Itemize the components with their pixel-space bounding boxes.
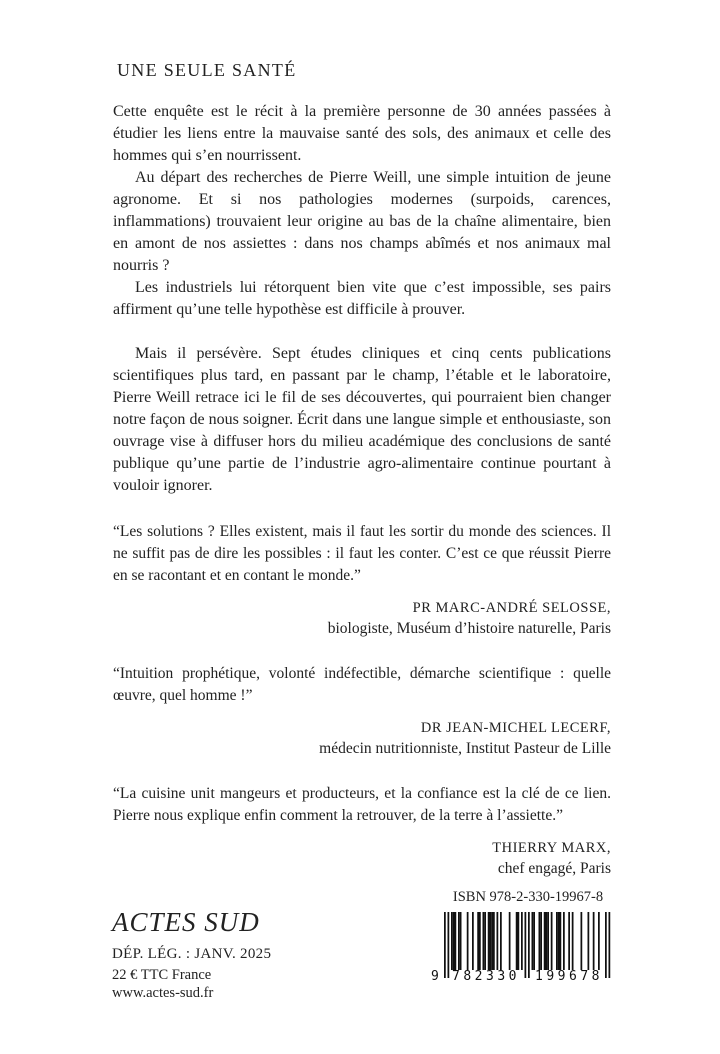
publisher-website: www.actes-sud.fr — [112, 985, 214, 1001]
endorsement-author-role: chef engagé, Paris — [497, 860, 611, 877]
synopsis-paragraph: Mais il persévère. Sept études cliniques et cinq cents publications scientifiques plus tard, en passant par le champ, l’étable et le laboratoire, Pierre Weill retrace ici le fil de ses découvertes, qui pourraient bien changer notre façon de nous soigner. Écrit dans une langue simple et enthousiaste, son ouvrage vise à diffuser hors du milieu académique des conclusions de santé publique qu’une partie de l’industrie agro-alimentaire continue pourtant à vouloir ignorer. — [113, 345, 611, 494]
price: 22 € TTC France — [112, 967, 212, 983]
ean13-barcode — [431, 912, 612, 986]
publisher-logo: ACTES SUD — [112, 907, 260, 937]
legal-deposit: DÉP. LÉG. : JANV. 2025 — [112, 946, 272, 962]
synopsis-paragraph: Les industriels lui rétorquent bien vite que c’est impossible, ses pairs affirment qu’une telle hypothèse est difficile à prouver. — [113, 279, 611, 318]
endorsement-quote: “La cuisine unit mangeurs et producteurs, et la confiance est la clé de ce lien. Pierre nous explique enfin comment la retrouver, de la terre à l’assiette.” — [113, 785, 611, 824]
endorsement-author-role: biologiste, Muséum d’histoire naturelle, Paris — [327, 620, 611, 637]
endorsement-block — [113, 521, 611, 639]
endorsement-block — [113, 783, 611, 879]
endorsement-author: DR JEAN-MICHEL LECERF, — [420, 720, 611, 736]
endorsement-block — [113, 663, 611, 759]
endorsement-author: PR MARC-ANDRÉ SELOSSE, — [412, 600, 611, 616]
ean-first-digit: 9 — [431, 969, 439, 984]
publisher-block — [112, 908, 271, 1002]
synopsis-paragraph: Cette enquête est le récit à la première personne de 30 années passées à étudier les liens entre la mauvaise santé des sols, des animaux et celle des hommes qui s’en nourrissent. — [113, 103, 611, 164]
endorsement-author-role: médecin nutritionniste, Institut Pasteur de Lille — [319, 740, 611, 757]
synopsis-paragraph: Au départ des recherches de Pierre Weill, une simple intuition de jeune agronome. Et si nos pathologies modernes (surpoids, carences, inflammations) trouvaient leur origine au bas de la chaîne alimentaire, bien en amont de nos assiettes : dans nos champs abîmés et nos animaux mal nourris ? — [113, 169, 611, 274]
ean-right-digits: 199678 — [535, 969, 603, 984]
isbn-label: ISBN 978-2-330-19967-8 — [452, 889, 604, 905]
endorsement-author: THIERRY MARX, — [492, 840, 611, 856]
isbn-barcode-block — [432, 889, 614, 986]
endorsement-quote: “Les solutions ? Elles existent, mais il faut les sortir du monde des sciences. Il ne suffit pas de dire les possibles : il faut les conter. C’est ce que réussit Pierre en se racontant et en contant le monde.” — [113, 523, 611, 584]
endorsement-quote: “Intuition prophétique, volonté indéfectible, démarche scientifique : quelle œuvre, quel homme !” — [113, 665, 611, 704]
ean-left-digits: 782330 — [452, 969, 520, 984]
book-title: UNE SEULE SANTÉ — [117, 60, 297, 80]
synopsis — [113, 101, 611, 879]
